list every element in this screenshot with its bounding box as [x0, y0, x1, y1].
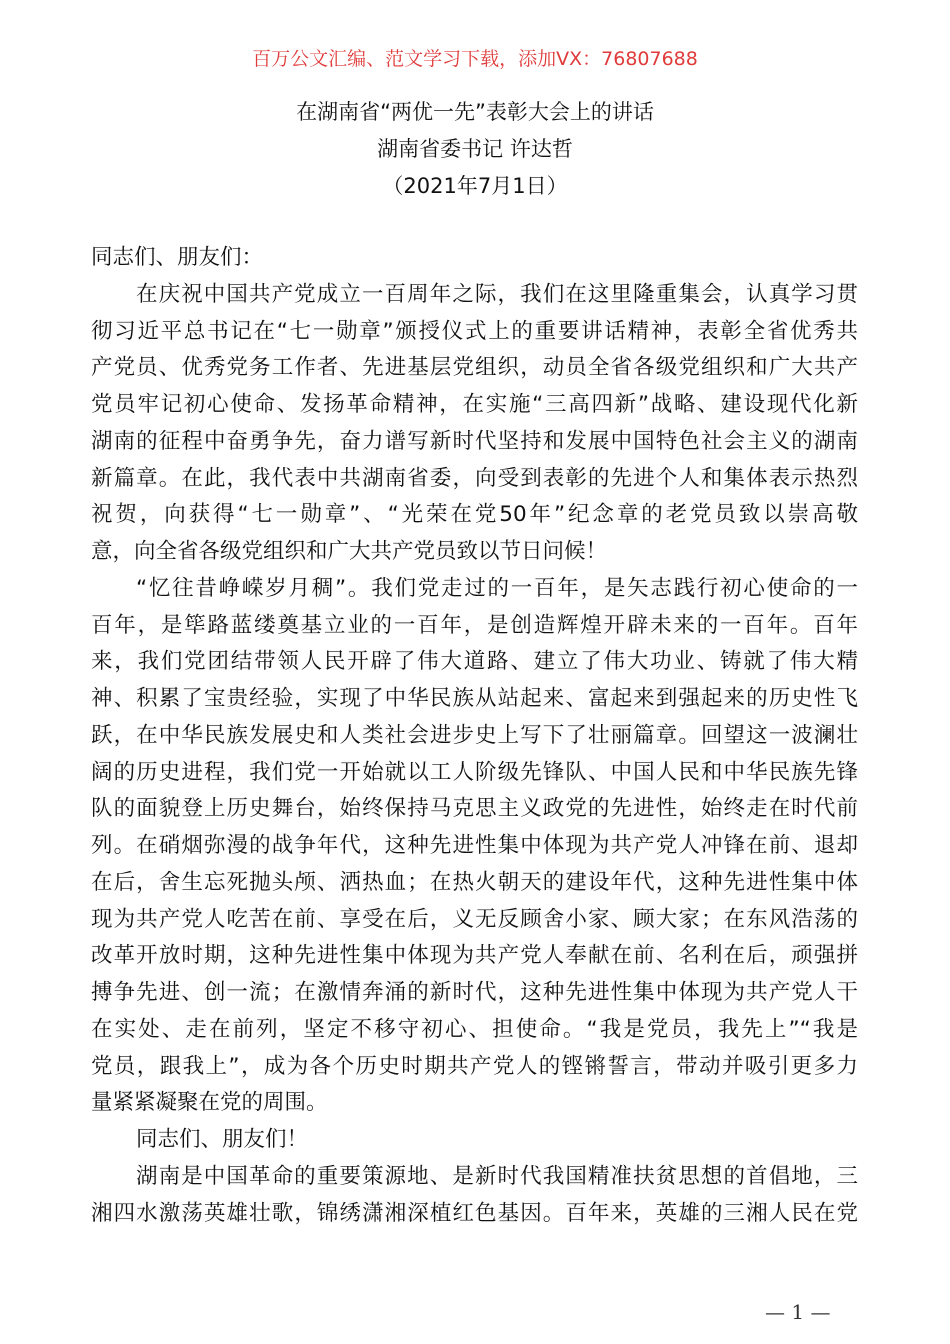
text-line: “忆往昔峥嵘岁月稠”。我们党走过的一百年，是矢志践行初心使命的一 [136, 575, 858, 601]
text-line: 跃，在中华民族发展史和人类社会进步史上写下了壮丽篇章。回望这一波澜壮 [91, 722, 858, 748]
paragraph [91, 574, 858, 1125]
paragraph [91, 1125, 858, 1162]
document-body [91, 243, 858, 1235]
text-line: 神、积累了宝贵经验，实现了中华民族从站起来、富起来到强起来的历史性飞 [91, 686, 858, 711]
text-line: 新篇章。在此，我代表中共湖南省委，向受到表彰的先进个人和集体表示热烈 [91, 465, 858, 491]
page-number: — 1 — [765, 1300, 831, 1324]
text-line: 党员牢记初心使命、发扬革命精神，在实施“三高四新”战略、建设现代化新 [91, 392, 858, 417]
text-line: 意，向全省各级党组织和广大共产党员致以节日问候！ [91, 539, 608, 564]
text-line: 现为共产党人吃苦在前、享受在后，义无反顾舍小家、顾大家；在东风浩荡的 [91, 906, 858, 932]
text-line: 彻习近平总书记在“七一勋章”颁授仪式上的重要讲话精神，表彰全省优秀共 [91, 318, 858, 344]
text-line: 湖南的征程中奋勇争先，奋力谱写新时代坚持和发展中国特色社会主义的湖南 [91, 428, 858, 454]
text-line: 党员，跟我上”，成为各个历史时期共产党人的铿锵誓言，带动并吸引更多力 [91, 1053, 858, 1079]
text-line: 队的面貌登上历史舞台，始终保持马克思主义政党的先进性，始终走在时代前 [91, 796, 858, 822]
text-line: 湘四水激荡英雄壮歌，锦绣潇湘深植红色基因。百年来，英雄的三湘人民在党 [91, 1200, 858, 1226]
text-line: 列。在硝烟弥漫的战争年代，这种先进性集中体现为共产党人冲锋在前、退却 [91, 833, 858, 858]
text-line: 在实处、走在前列，坚定不移守初心、担使命。“我是党员，我先上”“我是 [91, 1016, 858, 1042]
text-line: 祝贺，向获得“七一勋章”、“光荣在党50年”纪念章的老党员致以崇高敬 [91, 502, 858, 528]
text-line: 改革开放时期，这种先进性集中体现为共产党人奉献在前、名利在后，顽强拼 [91, 943, 858, 969]
paragraph [91, 280, 858, 574]
text-line: 在庆祝中国共产党成立一百周年之际，我们在这里隆重集会，认真学习贯 [136, 281, 858, 307]
text-line: 湖南是中国革命的重要策源地、是新时代我国精准扶贫思想的首倡地，三 [136, 1163, 858, 1189]
text-line: 在后，舍生忘死抛头颅、洒热血；在热火朝天的建设年代，这种先进性集中体 [91, 869, 858, 895]
text-line: 同志们、朋友们： [91, 245, 264, 270]
document-date: （2021年7月1日） [382, 174, 568, 198]
text-line: 搏争先进、创一流；在激情奔涌的新时代，这种先进性集中体现为共产党人干 [91, 980, 858, 1005]
paragraph [91, 243, 858, 280]
text-line: 产党员、优秀党务工作者、先进基层党组织，动员全省各级党组织和广大共产 [91, 355, 858, 381]
watermark-header: 百万公文汇编、范文学习下载，添加VX：76807688 [252, 48, 698, 70]
text-line: 同志们、朋友们！ [136, 1127, 309, 1152]
text-line: 来，我们党团结带领人民开辟了伟大道路、建立了伟大功业、铸就了伟大精 [91, 649, 858, 675]
text-line: 量紧紧凝聚在党的周围。 [91, 1090, 328, 1116]
text-line: 百年，是筚路蓝缕奠基立业的一百年，是创造辉煌开辟未来的一百年。百年 [91, 612, 858, 638]
text-line: 阔的历史进程，我们党一开始就以工人阶级先锋队、中国人民和中华民族先锋 [91, 759, 858, 785]
document-title: 在湖南省“两优一先”表彰大会上的讲话 [296, 100, 654, 124]
document-author: 湖南省委书记 许达哲 [377, 137, 573, 161]
paragraph [91, 1162, 858, 1236]
